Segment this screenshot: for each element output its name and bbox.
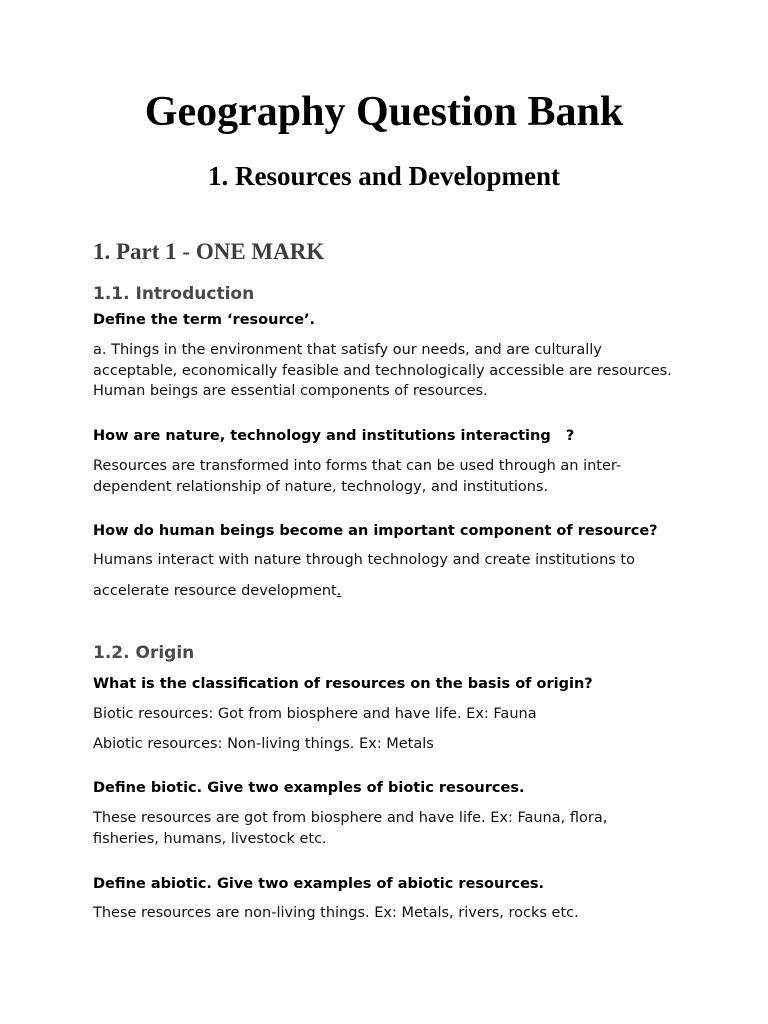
- section-heading-origin: 1.2. Origin: [93, 643, 195, 663]
- section-heading-introduction: 1.1. Introduction: [93, 284, 255, 304]
- answer-define-resource: a. Things in the environment that satisfy our needs, and are culturally acceptable, economically feasible and technologically accessible are resources. Human beings are essential components of resources.: [93, 342, 672, 399]
- question-define-resource: Define the term ‘resource’.: [93, 312, 316, 328]
- question-nature-technology-institutions: How are nature, technology and institutions interacting ?: [93, 428, 575, 444]
- answer-nature-technology-institutions: Resources are transformed into forms that can be used through an inter-dependent relationship of nature, technology, and institutions.: [93, 458, 622, 495]
- answer-define-biotic: These resources are got from biosphere and have life. Ex: Fauna, flora, fisheries, humans, livestock etc.: [93, 810, 608, 847]
- answer-underlined-period: .: [336, 583, 342, 599]
- answer-define-abiotic: These resources are non-living things. Ex: Metals, rivers, rocks etc.: [93, 905, 579, 921]
- answer-biotic-resources-line: Biotic resources: Got from biosphere and have life. Ex: Fauna: [93, 706, 537, 722]
- question-define-biotic: Define biotic. Give two examples of biotic resources.: [93, 780, 525, 796]
- answer-abiotic-resources-line: Abiotic resources: Non-living things. Ex: Metals: [93, 736, 434, 752]
- part-heading: 1. Part 1 - ONE MARK: [93, 239, 325, 264]
- question-human-beings-resource: How do human beings become an important component of resource?: [93, 523, 658, 539]
- document-title: Geography Question Bank: [144, 89, 624, 135]
- question-define-abiotic: Define abiotic. Give two examples of abiotic resources.: [93, 876, 545, 892]
- chapter-title: 1. Resources and Development: [208, 161, 560, 191]
- question-classification-origin: What is the classification of resources on the basis of origin?: [93, 676, 593, 692]
- answer-human-beings-resource-text: Humans interact with nature through technology and create institutions to accelerate resource development: [93, 552, 635, 599]
- answer-human-beings-resource: [93, 545, 673, 607]
